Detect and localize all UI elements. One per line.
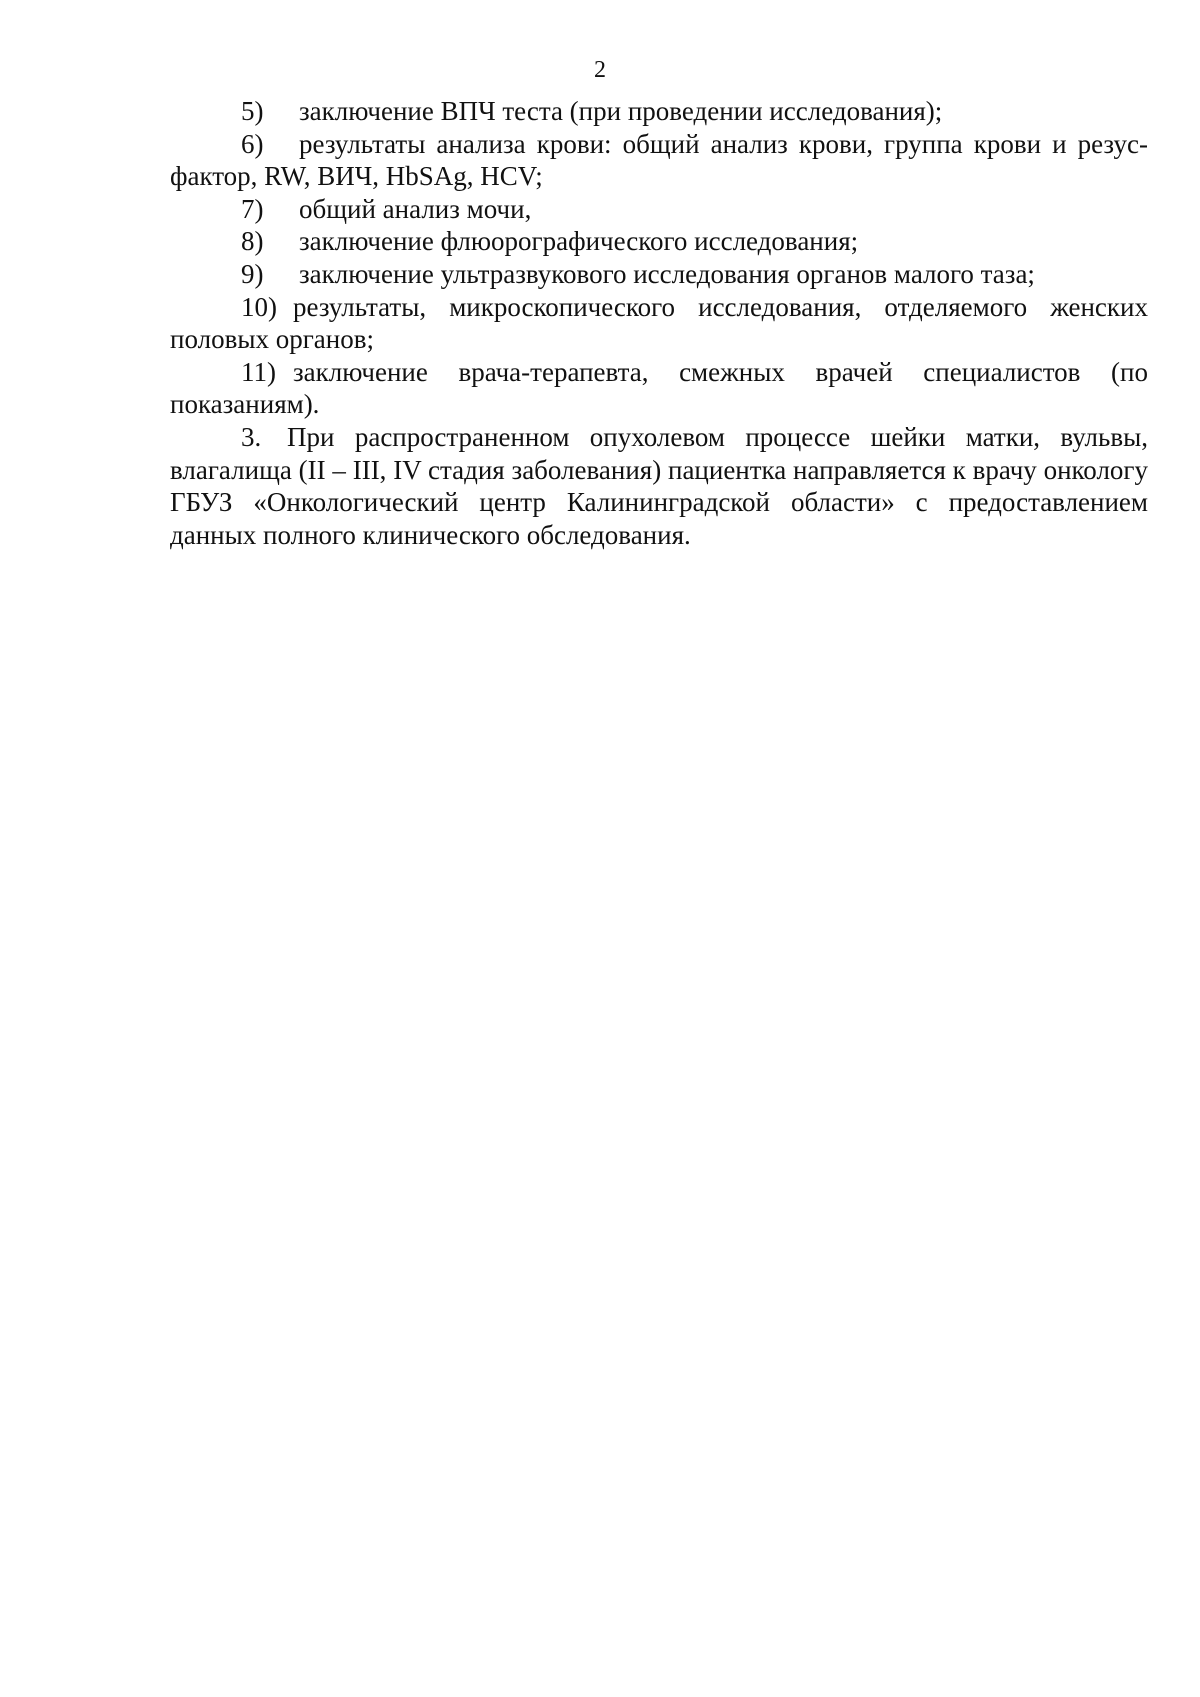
paragraph-3 <box>170 421 1148 551</box>
paragraph-number: 3. <box>241 421 262 452</box>
list-item-text: заключение ультразвукового исследования органов малого таза; <box>299 258 1035 289</box>
list-item-text: общий анализ мочи, <box>299 193 532 224</box>
list-item-8 <box>170 225 1148 258</box>
list-item-number: 8) <box>241 226 264 257</box>
list-item-text: заключение врача-терапевта, смежных врачей специалистов (по показаниям). <box>170 356 1148 420</box>
list-item-number: 6) <box>241 128 264 159</box>
list-item-text: заключение ВПЧ теста (при проведении исследования); <box>299 96 943 126</box>
list-item-11 <box>170 356 1148 421</box>
list-item-text: заключение флюорографического исследования; <box>299 226 859 257</box>
page-number: 2 <box>594 57 606 83</box>
list-item-number: 10) <box>241 291 277 322</box>
paragraph-text: При распространенном опухолевом процессе шейки матки, вульвы, влагалища (II – III, IV стадия заболевания) пациентка направляется к врачу онкологу ГБУЗ «Онкологический центр Калининградской области» с предоставлением данных полного клинического обследования. <box>170 421 1148 550</box>
list-item-number: 7) <box>241 193 264 224</box>
list-item-10 <box>170 291 1148 356</box>
list-item-number: 11) <box>241 356 276 387</box>
document-body <box>170 95 1148 551</box>
list-item-number: 5) <box>241 96 264 126</box>
list-item-5 <box>170 95 1148 128</box>
list-item-6 <box>170 128 1148 193</box>
list-item-text: результаты, микроскопического исследования, отделяемого женских половых органов; <box>170 291 1148 355</box>
list-item-9 <box>170 258 1148 291</box>
list-item-number: 9) <box>241 258 264 289</box>
list-item-text: результаты анализа крови: общий анализ крови, группа крови и резус-фактор, RW, ВИЧ, HbSAg, HCV; <box>170 128 1148 192</box>
list-item-7 <box>170 193 1148 226</box>
